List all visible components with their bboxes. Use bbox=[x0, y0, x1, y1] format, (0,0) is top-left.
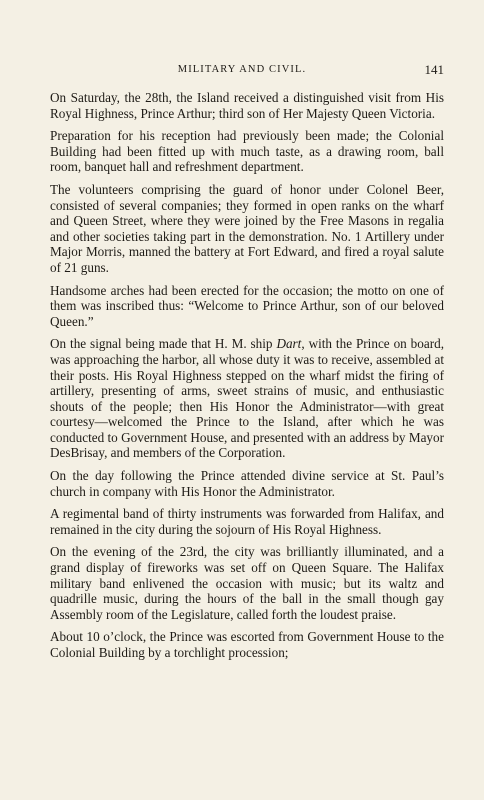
paragraph: Handsome arches had been erected for the occasion; the motto on one of them was inscribed thus: “Welcome to Prince Arthur, son of our beloved Queen.” bbox=[50, 282, 444, 329]
paragraph: On the signal being made that H. M. ship Dart, with the Prince on board, was approaching the harbor, all whose duty it was to receive, assembled at their posts. His Royal Highness stepped on the wharf midst the firing of artillery, presenting of arms, sweet strains of music, and enthusiastic shouts of the people; then His Honor the Administrator—with great courtesy—welcomed the Prince to the Island, after which he was conducted to Government House, and presented with an address by Mayor DesBrisay, and members of the Corporation. bbox=[50, 336, 444, 461]
paragraph: A regimental band of thirty instruments was forwarded from Halifax, and remained in the city during the sojourn of His Royal Highness. bbox=[50, 506, 444, 537]
paragraph: Preparation for his reception had previously been made; the Colonial Building had been fitted up with much taste, as a drawing room, ball room, banquet hall and refreshment department. bbox=[50, 128, 444, 175]
page-header bbox=[0, 62, 484, 80]
paragraph: On the day following the Prince attended divine service at St. Paul’s church in company with His Honor the Administrator. bbox=[50, 468, 444, 499]
paragraph: On the evening of the 23rd, the city was brilliantly illuminated, and a grand display of fireworks was set off on Queen Square. The Halifax military band enlivened the occasion with music; but its waltz and quadrille music, during the hours of the ball in the small though gay Assembly room of the Legislature, called forth the loudest praise. bbox=[50, 544, 444, 622]
page-number: 141 bbox=[424, 62, 444, 77]
ship-name: Dart bbox=[276, 336, 302, 352]
paragraph: About 10 o’clock, the Prince was escorted from Government House to the Colonial Building by a torchlight procession; bbox=[50, 629, 444, 660]
paragraph: The volunteers comprising the guard of honor under Colonel Beer, consisted of several companies; they formed in open ranks on the wharf and Queen Street, where they were joined by the Free Masons in regalia and other societies taking part in the demonstration. No. 1 Artillery under Major Morris, manned the battery at Fort Edward, and fired a royal salute of 21 guns. bbox=[50, 181, 444, 275]
body-text bbox=[50, 90, 444, 668]
running-head: MILITARY AND CIVIL. bbox=[177, 64, 307, 75]
paragraph: On Saturday, the 28th, the Island received a distinguished visit from His Royal Highness, Prince Arthur; third son of Her Majesty Queen Victoria. bbox=[50, 90, 444, 121]
